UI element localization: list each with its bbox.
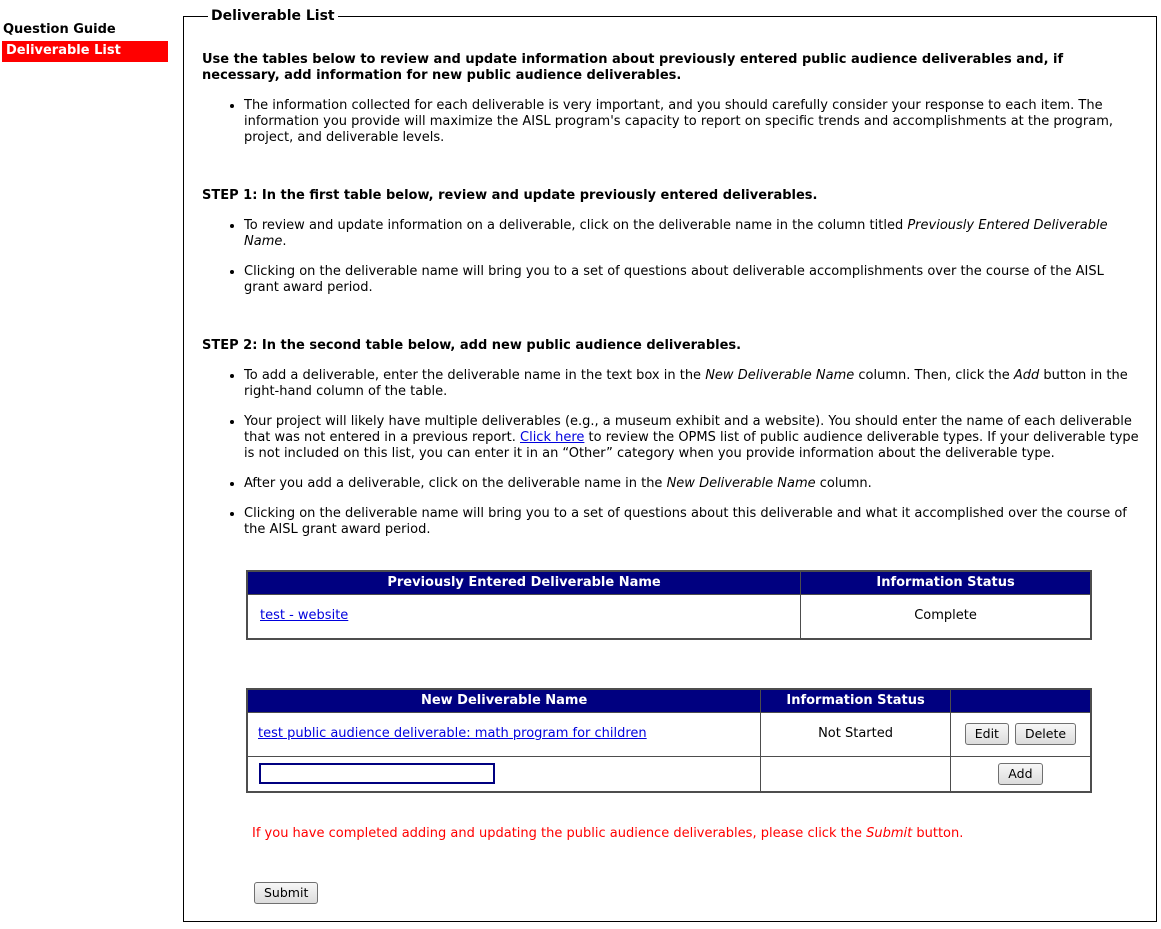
step2-bullet: [244, 476, 1140, 492]
step1-bullet: [244, 264, 1140, 296]
deliverable-link-math-program[interactable]: test public audience deliverable: math program for children: [258, 726, 647, 741]
deliverable-list-panel: [183, 8, 1157, 922]
text-segment: If you have completed adding and updating the public audience deliverables, please click the: [252, 826, 867, 841]
add-button-cell: [950, 756, 1091, 792]
submit-button-container: [254, 882, 1140, 904]
add-button[interactable]: Add: [998, 763, 1042, 785]
text-segment: Add: [1013, 368, 1040, 383]
step2-bullet: [244, 506, 1140, 538]
text-segment: to review the OPMS list of public audience deliverable types. If your deliverable type is not included on this list, you can enter it in an “Other” category when you provide information about the deliverable type.: [244, 430, 1139, 461]
text-segment: button.: [912, 826, 964, 841]
new-deliverable-input-cell: [247, 756, 761, 792]
step1-bullet-list: [200, 218, 1140, 296]
step2-heading: STEP 2: In the second table below, add new public audience deliverables.: [202, 338, 742, 353]
new-deliverables-table: [246, 688, 1092, 793]
table-header-row: [247, 689, 1091, 712]
text-segment: column. Then, click the: [854, 368, 1014, 383]
sidebar-heading: Question Guide: [3, 22, 116, 37]
submit-instruction-note: [252, 826, 1140, 842]
text-segment: New Deliverable Name: [666, 476, 816, 491]
previously-entered-table: [246, 570, 1092, 640]
submit-button[interactable]: Submit: [254, 882, 318, 904]
column-header-information-status: Information Status: [761, 689, 951, 712]
text-segment: After you add a deliverable, click on the deliverable name in the: [244, 476, 667, 491]
status-cell: Not Started: [761, 712, 951, 756]
table-row: [247, 712, 1091, 756]
edit-button[interactable]: Edit: [965, 723, 1009, 745]
text-segment: column.: [815, 476, 872, 491]
status-cell: Complete: [801, 594, 1091, 639]
step1-heading: STEP 1: In the first table below, review and update previously entered deliverables.: [202, 188, 818, 203]
sidebar: [0, 0, 183, 62]
step2-bullet: [244, 414, 1140, 462]
table-row: [247, 594, 1091, 639]
deliverable-link-test-website[interactable]: test - website: [260, 608, 349, 624]
add-deliverable-row: [247, 756, 1091, 792]
text-segment: Clicking on the deliverable name will bring you to a set of questions about this deliverable and what it accomplished over the course of the AISL grant award period.: [244, 506, 1127, 537]
actions-cell: [950, 712, 1091, 756]
sidebar-item-deliverable-list[interactable]: Deliverable List: [2, 41, 168, 62]
table-header-row: [247, 571, 1091, 594]
text-segment: Your project will likely have multiple deliverables (e.g., a museum exhibit and a website). You should enter the name of each deliverable that was not entered in a previous report.: [244, 414, 1132, 445]
column-header-information-status: Information Status: [801, 571, 1091, 594]
step1-bullet: [244, 218, 1140, 250]
delete-button[interactable]: Delete: [1015, 723, 1076, 745]
deliverable-name-cell: [247, 712, 761, 756]
intro-bullet: • The information collected for each deliverable is very important, and you should carefully consider your response to each item. The information you provide will maximize the AISL program's capacity to report on specific trends and accomplishments at the program, project, and deliverable levels.: [244, 98, 1140, 146]
text-segment: To review and update information on a deliverable, click on the deliverable name in the column titled: [244, 218, 908, 233]
text-segment: button in the right-hand column of the table.: [244, 368, 1128, 399]
text-segment: New Deliverable Name: [705, 368, 855, 383]
intro-paragraph: Use the tables below to review and update information about previously entered public audience deliverables and, if necessary, add information for new public audience deliverables.: [202, 52, 1064, 83]
column-header-actions: [950, 689, 1091, 712]
text-segment: To add a deliverable, enter the deliverable name in the text box in the: [244, 368, 706, 383]
intro-bullet-list: [200, 98, 1140, 146]
panel-legend: Deliverable List: [211, 8, 335, 24]
column-header-previous-name: Previously Entered Deliverable Name: [247, 571, 801, 594]
text-segment: .: [282, 234, 287, 249]
text-segment: Previously Entered Deliverable Name: [244, 218, 1108, 249]
text-segment: Clicking on the deliverable name will bring you to a set of questions about deliverable accomplishments over the course of the AISL grant award period.: [244, 264, 1104, 295]
text-segment: Submit: [866, 826, 913, 841]
new-deliverable-input[interactable]: [259, 763, 495, 784]
click-here-link[interactable]: Click here: [520, 430, 585, 445]
step2-bullet: [244, 368, 1140, 400]
empty-status-cell: [761, 756, 951, 792]
step2-bullet-list: [200, 368, 1140, 538]
column-header-new-name: New Deliverable Name: [247, 689, 761, 712]
deliverable-name-cell: [247, 594, 801, 639]
